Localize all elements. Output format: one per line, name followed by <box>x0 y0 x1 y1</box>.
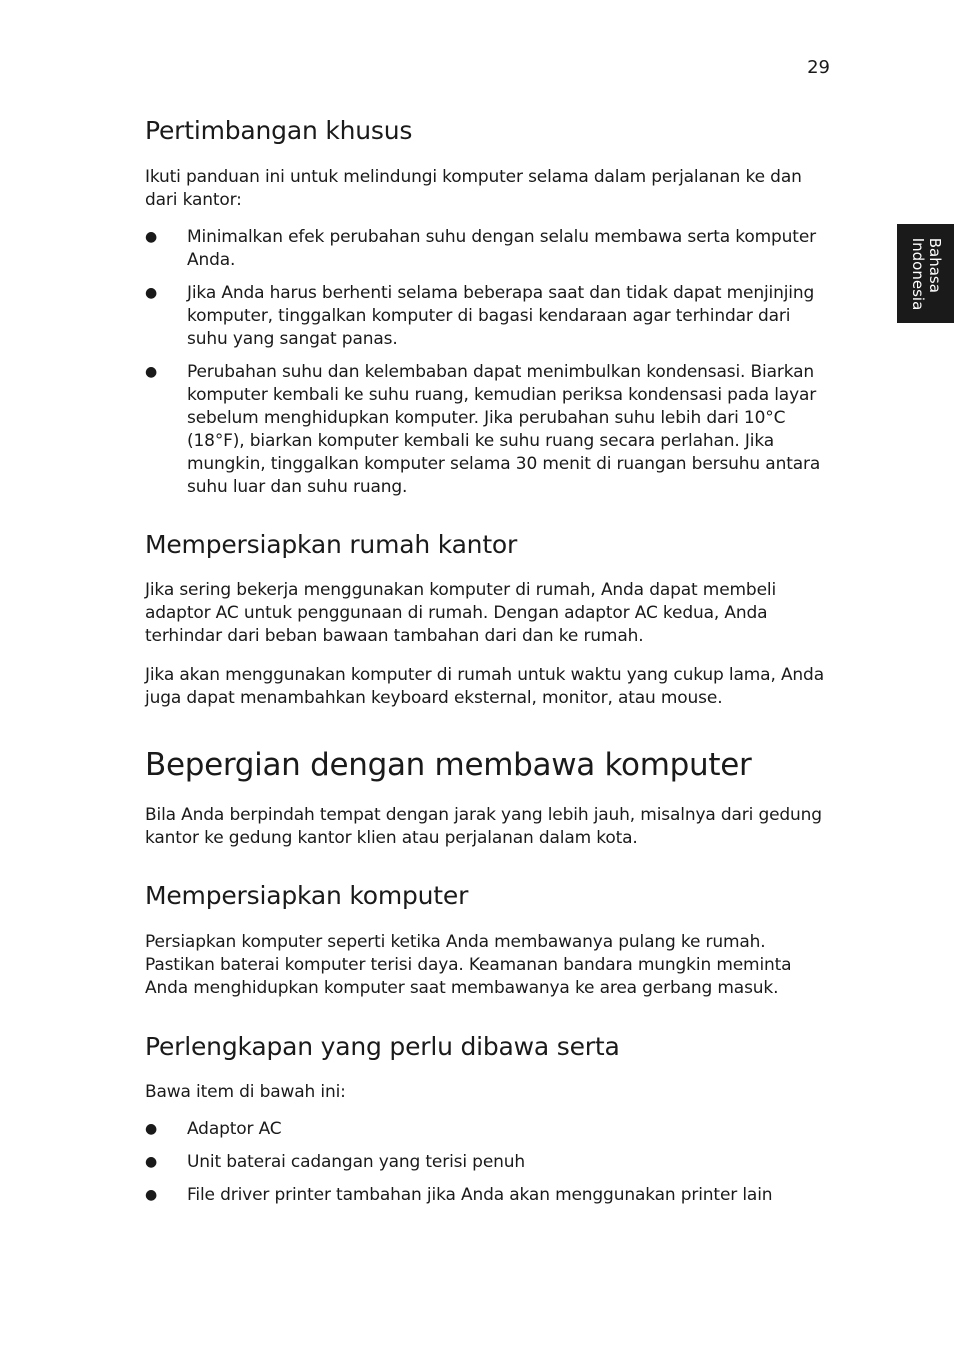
list-item-text: Minimalkan efek perubahan suhu dengan selalu membawa serta komputer Anda. <box>187 227 816 270</box>
side-tab-line-1: Bahasa <box>925 237 944 293</box>
section-heading: Pertimbangan khusus <box>145 116 413 145</box>
section-pertimbangan-khusus <box>145 116 830 499</box>
side-tab-label <box>909 237 943 310</box>
list-item <box>145 361 830 499</box>
list-item-text: File driver printer tambahan jika Anda akan menggunakan printer lain <box>187 1185 773 1205</box>
section-perlengkapan <box>145 1032 830 1207</box>
section-heading: Mempersiapkan komputer <box>145 881 469 910</box>
bullet-icon: ● <box>145 1121 158 1137</box>
page-number: 29 <box>807 57 830 78</box>
bullet-icon: ● <box>145 1154 158 1170</box>
list-item-text: Perubahan suhu dan kelembaban dapat menimbulkan kondensasi. Biarkan komputer kembali ke suhu ruang, kemudian periksa kondensasi pada layar sebelum menghidupkan komputer. Jika perubahan suhu lebih dari 10°C (18°F), biarkan komputer kembali ke suhu ruang secara perlahan. Jika mungkin, tinggalkan komputer selama 30 menit di ruangan bersuhu antara suhu luar dan suhu ruang. <box>187 362 821 497</box>
list-item-text: Unit baterai cadangan yang terisi penuh <box>187 1152 526 1172</box>
bullet-icon: ● <box>145 285 158 301</box>
bullet-list <box>145 1118 830 1207</box>
paragraph: Bila Anda berpindah tempat dengan jarak yang lebih jauh, misalnya dari gedung kantor ke gedung kantor klien atau perjalanan dalam kota. <box>145 805 822 848</box>
section-intro: Bawa item di bawah ini: <box>145 1082 346 1102</box>
list-item <box>145 1118 830 1141</box>
section-mempersiapkan-komputer <box>145 881 830 1000</box>
paragraph: Jika sering bekerja menggunakan komputer di rumah, Anda dapat membeli adaptor AC untuk penggunaan di rumah. Dengan adaptor AC kedua, Anda terhindar dari beban bawaan tambahan dari dan ke rumah. <box>145 580 777 646</box>
list-item <box>145 282 830 351</box>
section-heading: Perlengkapan yang perlu dibawa serta <box>145 1032 620 1061</box>
paragraph: Jika akan menggunakan komputer di rumah untuk waktu yang cukup lama, Anda juga dapat menambahkan keyboard eksternal, monitor, atau mouse. <box>145 665 824 708</box>
paragraph: Persiapkan komputer seperti ketika Anda membawanya pulang ke rumah. Pastikan baterai komputer terisi daya. Keamanan bandara mungkin meminta Anda menghidupkan komputer saat membawanya ke area gerbang masuk. <box>145 932 792 998</box>
section-intro: Ikuti panduan ini untuk melindungi komputer selama dalam perjalanan ke dan dari kantor: <box>145 167 802 210</box>
bullet-icon: ● <box>145 1187 158 1203</box>
bullet-icon: ● <box>145 229 158 245</box>
section-rumah-kantor <box>145 530 830 710</box>
bullet-list <box>145 226 830 499</box>
list-item <box>145 1151 830 1174</box>
language-side-tab <box>897 224 954 323</box>
section-heading: Mempersiapkan rumah kantor <box>145 530 518 559</box>
bullet-icon: ● <box>145 364 158 380</box>
chapter-heading: Bepergian dengan membawa komputer <box>145 747 752 783</box>
list-item-text: Adaptor AC <box>187 1119 282 1139</box>
list-item <box>145 226 830 272</box>
list-item <box>145 1184 830 1207</box>
side-tab-line-2: Indonesia <box>908 237 927 310</box>
section-bepergian <box>145 746 830 850</box>
list-item-text: Jika Anda harus berhenti selama beberapa saat dan tidak dapat menjinjing komputer, tinggalkan komputer di bagasi kendaraan agar terhindar dari suhu yang sangat panas. <box>187 283 815 349</box>
